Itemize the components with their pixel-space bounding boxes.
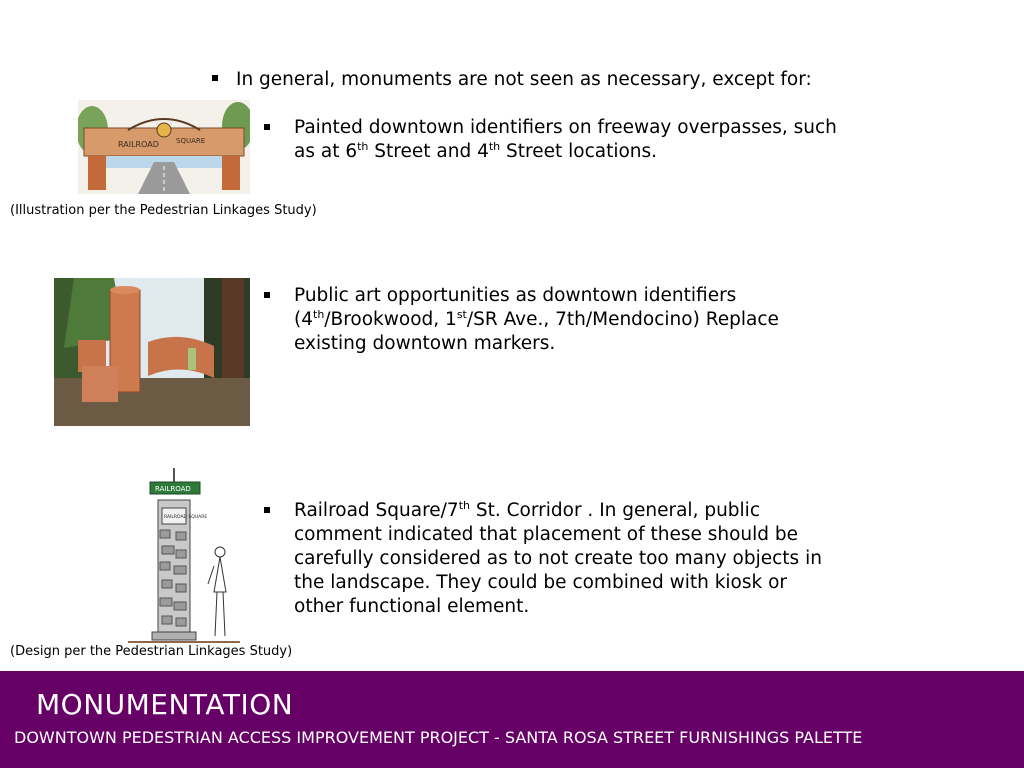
pillar-plaque-text: RAILROAD SQUARE (164, 515, 208, 520)
item-2-text-b: /Brookwood, 1 (324, 309, 457, 330)
item-3-line-4: the landscape. They could be combined with kiosk or (294, 572, 788, 593)
bullet-marker (212, 75, 218, 81)
item-1-line-2 (294, 140, 657, 164)
overpass-sign-text-2: SQUARE (176, 137, 206, 145)
slide-title: MONUMENTATION (36, 688, 294, 721)
item-1-text-c: Street locations. (500, 141, 658, 162)
item-1-sup-2: th (488, 139, 501, 153)
design-caption: (Design per the Pedestrian Linkages Study) (10, 644, 293, 659)
item-3-line-1 (294, 499, 760, 523)
item-2-text-a: (4 (294, 309, 313, 330)
item-3-line-5: other functional element. (294, 596, 530, 617)
item-2-line-1: Public art opportunities as downtown identifiers (294, 285, 737, 306)
item-2-line-2 (294, 308, 779, 332)
item-2-text-c: /SR Ave., 7th/Mendocino) Replace (466, 309, 779, 330)
item-3-text-b: St. Corridor . In general, public (469, 500, 760, 521)
item-1-text-a: as at 6 (294, 141, 358, 162)
bullet-marker (264, 124, 270, 130)
intro-text: In general, monuments are not seen as necessary, except for: (236, 69, 812, 90)
street-sign-text: RAILROAD (155, 485, 191, 493)
item-3-line-3: carefully considered as to not create too many objects in (294, 548, 822, 569)
item-3-sup: th (458, 498, 470, 512)
item-2-line-3: existing downtown markers. (294, 333, 556, 354)
overpass-sign-text-1: RAILROAD (118, 140, 159, 149)
project-subtitle: DOWNTOWN PEDESTRIAN ACCESS IMPROVEMENT PROJECT - SANTA ROSA STREET FURNISHINGS PALETTE (14, 728, 863, 747)
overpass-illustration (78, 100, 250, 194)
item-1-sup-1: th (357, 139, 369, 153)
item-1-text-b: Street and 4 (368, 141, 489, 162)
illustration-caption: (Illustration per the Pedestrian Linkages Study) (10, 203, 317, 218)
item-2-sup-1: th (313, 307, 325, 321)
item-1-line-1: Painted downtown identifiers on freeway overpasses, such (294, 117, 837, 138)
item-3-line-2: comment indicated that placement of these should be (294, 524, 799, 545)
footer-bar (0, 671, 1024, 768)
bullet-marker (264, 292, 270, 298)
item-2-sup-2: st (456, 307, 467, 321)
public-art-photo (54, 278, 250, 426)
item-3-text-a: Railroad Square/7 (294, 500, 459, 521)
pillar-design-sketch (124, 462, 244, 648)
bullet-marker (264, 507, 270, 513)
